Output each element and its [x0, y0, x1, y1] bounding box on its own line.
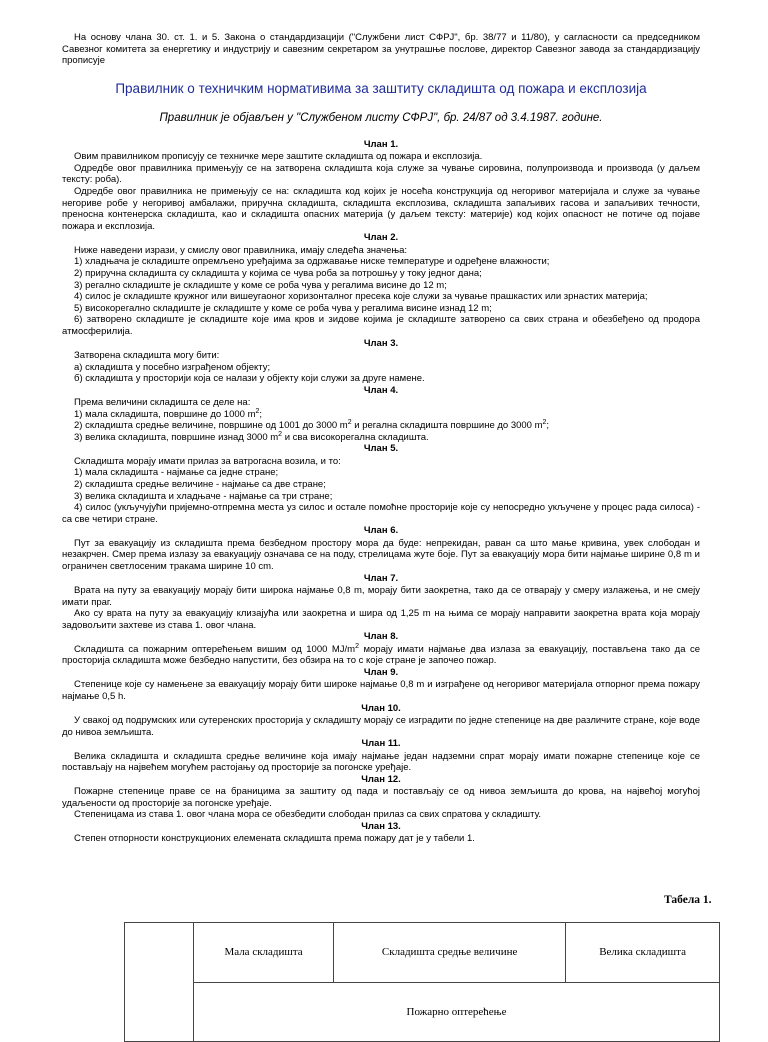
article-paragraph: 1) мала складишта, површине до 1000 $m^2$; — [74, 407, 263, 420]
article-paragraph: 3) регално складиште је складиште у коме се роба чува у регалима висине до 12 m; — [74, 279, 447, 291]
article-paragraph: Ниже наведени изрази, у смислу овог правилника, имају следећа значења: — [74, 244, 408, 256]
table-label: Табела 1. — [664, 894, 712, 906]
article-heading: Члан 2. — [363, 232, 399, 244]
article-heading: Члан 3. — [363, 337, 399, 349]
article-paragraph: а) складишта у посебно изграђеном објекту; — [74, 361, 271, 373]
table-subheader-fire-load: Пожарно оптерећење — [194, 982, 720, 1042]
table-header-large: Велика складишта — [566, 923, 720, 983]
article-paragraph: Врата на путу за евакуацију морају бити широка најмање 0,8 m, морају бити заокретна, тако да се отварају у смеру излажења, и не смеју имати праг. — [62, 585, 700, 608]
article-paragraph: 6) затворено складиште је складиште које има кров и зидове којима је складиште затворено са свих страна и обезбеђено од продора атмосферилија. — [62, 314, 700, 337]
article-paragraph: Складишта са пожарним оптерећењем вишим од 1000 $MJ/m^2$ морају имати најмање два излаза за евакуацију, постављена тако да се просторија складишта може безбедно напустити, без обзира на то с које стране је започео пожар. — [62, 642, 700, 667]
table-1 — [124, 922, 720, 1042]
article-heading: Члан 5. — [363, 443, 399, 455]
article-heading: Члан 11. — [361, 738, 401, 750]
article-heading: Члан 4. — [363, 384, 399, 396]
article-paragraph: Овим правилником прописују се техничке мере заштите складишта од пожара и експлозија. — [74, 151, 483, 163]
publication-note: Правилник је објављен у "Службеном листу СФРЈ", бр. 24/87 од 3.4.1987. године. — [159, 111, 603, 124]
article-heading: Члан 9. — [363, 667, 399, 678]
article-heading: Члан 8. — [363, 631, 399, 643]
article-paragraph: 3) велика складишта и хладњаче - најмање са три стране; — [74, 490, 333, 502]
table-header-small: Мала складишта — [194, 923, 334, 983]
article-paragraph: 4) силос је складиште кружног или вишеугаоног хоризонталног пресека које служи за чување прашкастих или зрнастих материја; — [74, 291, 648, 303]
article-paragraph: Одредбе овог правилника примењују се на затворена складишта која служе за чување сировина, полупроизвода и производа (у даљем тексту: роба). — [62, 162, 700, 186]
article-paragraph: Ако су врата на путу за евакуацију клизајућа или заокретна и шира од 1,25 m на њима се морају направити заокретна врата која морају задовољити захтеве из става 1. овог члана. — [62, 608, 700, 631]
article-paragraph: Складишта морају имати прилаз за ватрогасна возила, и то: — [74, 455, 341, 467]
article-paragraph: 4) силос (укључујући пријемно-отпремна места уз силос и остале помоћне просторије које су непосредно укључене у процес рада силоса) - са све четири стране. — [62, 502, 700, 525]
article-heading: Члан 6. — [363, 525, 399, 537]
article-paragraph: 1) мала складишта - најмање са једне стране; — [74, 467, 279, 479]
article-paragraph: Степенице које су намењене за евакуацију морају бити широке најмање 0,8 m и изграђене од негоривог материјала отпорног према пожару најмање 0,5 h. — [62, 679, 700, 702]
article-heading: Члан 13. — [361, 820, 401, 832]
table-subheader-row — [125, 982, 720, 1042]
article-paragraph: 1) хладњача је складиште опремљено уређајима за одржавање ниске температуре и одређене влажности; — [74, 256, 550, 268]
table-header-row — [125, 923, 720, 983]
article-paragraph: Одредбе овог правилника не примењују се на: складишта код којих је носећа конструкција од негоривог материјала и служе за чување негориве робе у негоривој амбалажи, приручна складишта, складишта експлозива, складишта запаљивих гасова и запаљивих течности, преносна контенерска складишта, као и складишта опасних материја (у даљем тексту: материје) код којих опасност не потиче од појаве пожара и експлозија. — [62, 185, 700, 232]
document-body — [62, 32, 700, 845]
article-heading: Члан 7. — [363, 572, 399, 584]
regulation-title: Правилник о техничким нормативима за заштиту складишта од пожара и експлозија — [115, 80, 647, 96]
article-paragraph: Пут за евакуацију из складишта према безбедном простору мора да буде: непрекидан, раван са што мање кривина, увек слободан и незакрчен. Смер према излазу за евакуацију означава се на поду, стрелицама жуте боје. Пут за евакуацију мора бити најмање ширине 0,8 m и ограничен светлосеним тракама ширине 10 cm. — [62, 537, 700, 573]
article-paragraph: Велика складишта и складишта средње величине која имају најмање један надземни спрат морају имати пожарне степенице које се постављају на највећем могућем растојању од просторије за погонске уређаје. — [62, 750, 700, 774]
article-paragraph: Степен отпорности конструкционих елемената складишта према пожару дат је у табели 1. — [74, 833, 475, 845]
article-paragraph: 2) приручна складишта су складишта у којима се чува роба за потрошњу у току једног дана; — [74, 267, 482, 279]
article-paragraph: Затворена складишта могу бити: — [74, 349, 220, 361]
article-heading: Члан 10. — [361, 702, 401, 714]
article-heading: Члан 12. — [361, 773, 401, 785]
table-header-medium: Складишта средње величине — [334, 923, 566, 983]
article-paragraph: 3) велика складишта, површине изнад 3000 $m^2$ и сва високорегална складишта. — [74, 430, 429, 443]
article-paragraph: б) складишта у просторији која се налази у објекту који служи за друге намене. — [74, 373, 425, 385]
article-paragraph: 2) складишта средње величине, површине од 1001 до 3000 $m^2$ и регална складишта површине до 3000 $m^2$; — [74, 419, 550, 432]
articles-container — [62, 139, 700, 845]
article-paragraph: Пожарне степенице праве се на браницима за заштиту од пада и постављају се од нивоа земљишта до крова, на највећој могућој удаљености од просторије за погонске уређаје. — [62, 786, 700, 809]
article-paragraph: У свакој од подрумских или сутеренских просторија у складишту морају се изградити по једне степенице на две различите стране, које воде до нивоа земљишта. — [62, 715, 700, 738]
intro-paragraph: На основу члана 30. ст. 1. и 5. Закона о стандардизацији ("Службени лист СФРЈ", бр. 38/77 и 11/80), у сагласности са председником Савезног комитета за енергетику и индустрију и савезним секретаром за унутрашње послове, директор Савезног завода за стандардизацију прописује — [62, 32, 700, 67]
article-heading: Члан 1. — [363, 138, 399, 150]
article-paragraph: Степеницама из става 1. овог члана мора се обезбедити слободан прилаз са свих спратова у складишту. — [74, 809, 542, 821]
article-paragraph: Према величини складишта се деле на: — [74, 397, 251, 409]
article-paragraph: 5) високорегално складиште је складиште у коме се роба чува у регалима висине изнад 12 m; — [74, 302, 492, 314]
article-paragraph: 2) складишта средње величине - најмање са две стране; — [74, 479, 326, 491]
